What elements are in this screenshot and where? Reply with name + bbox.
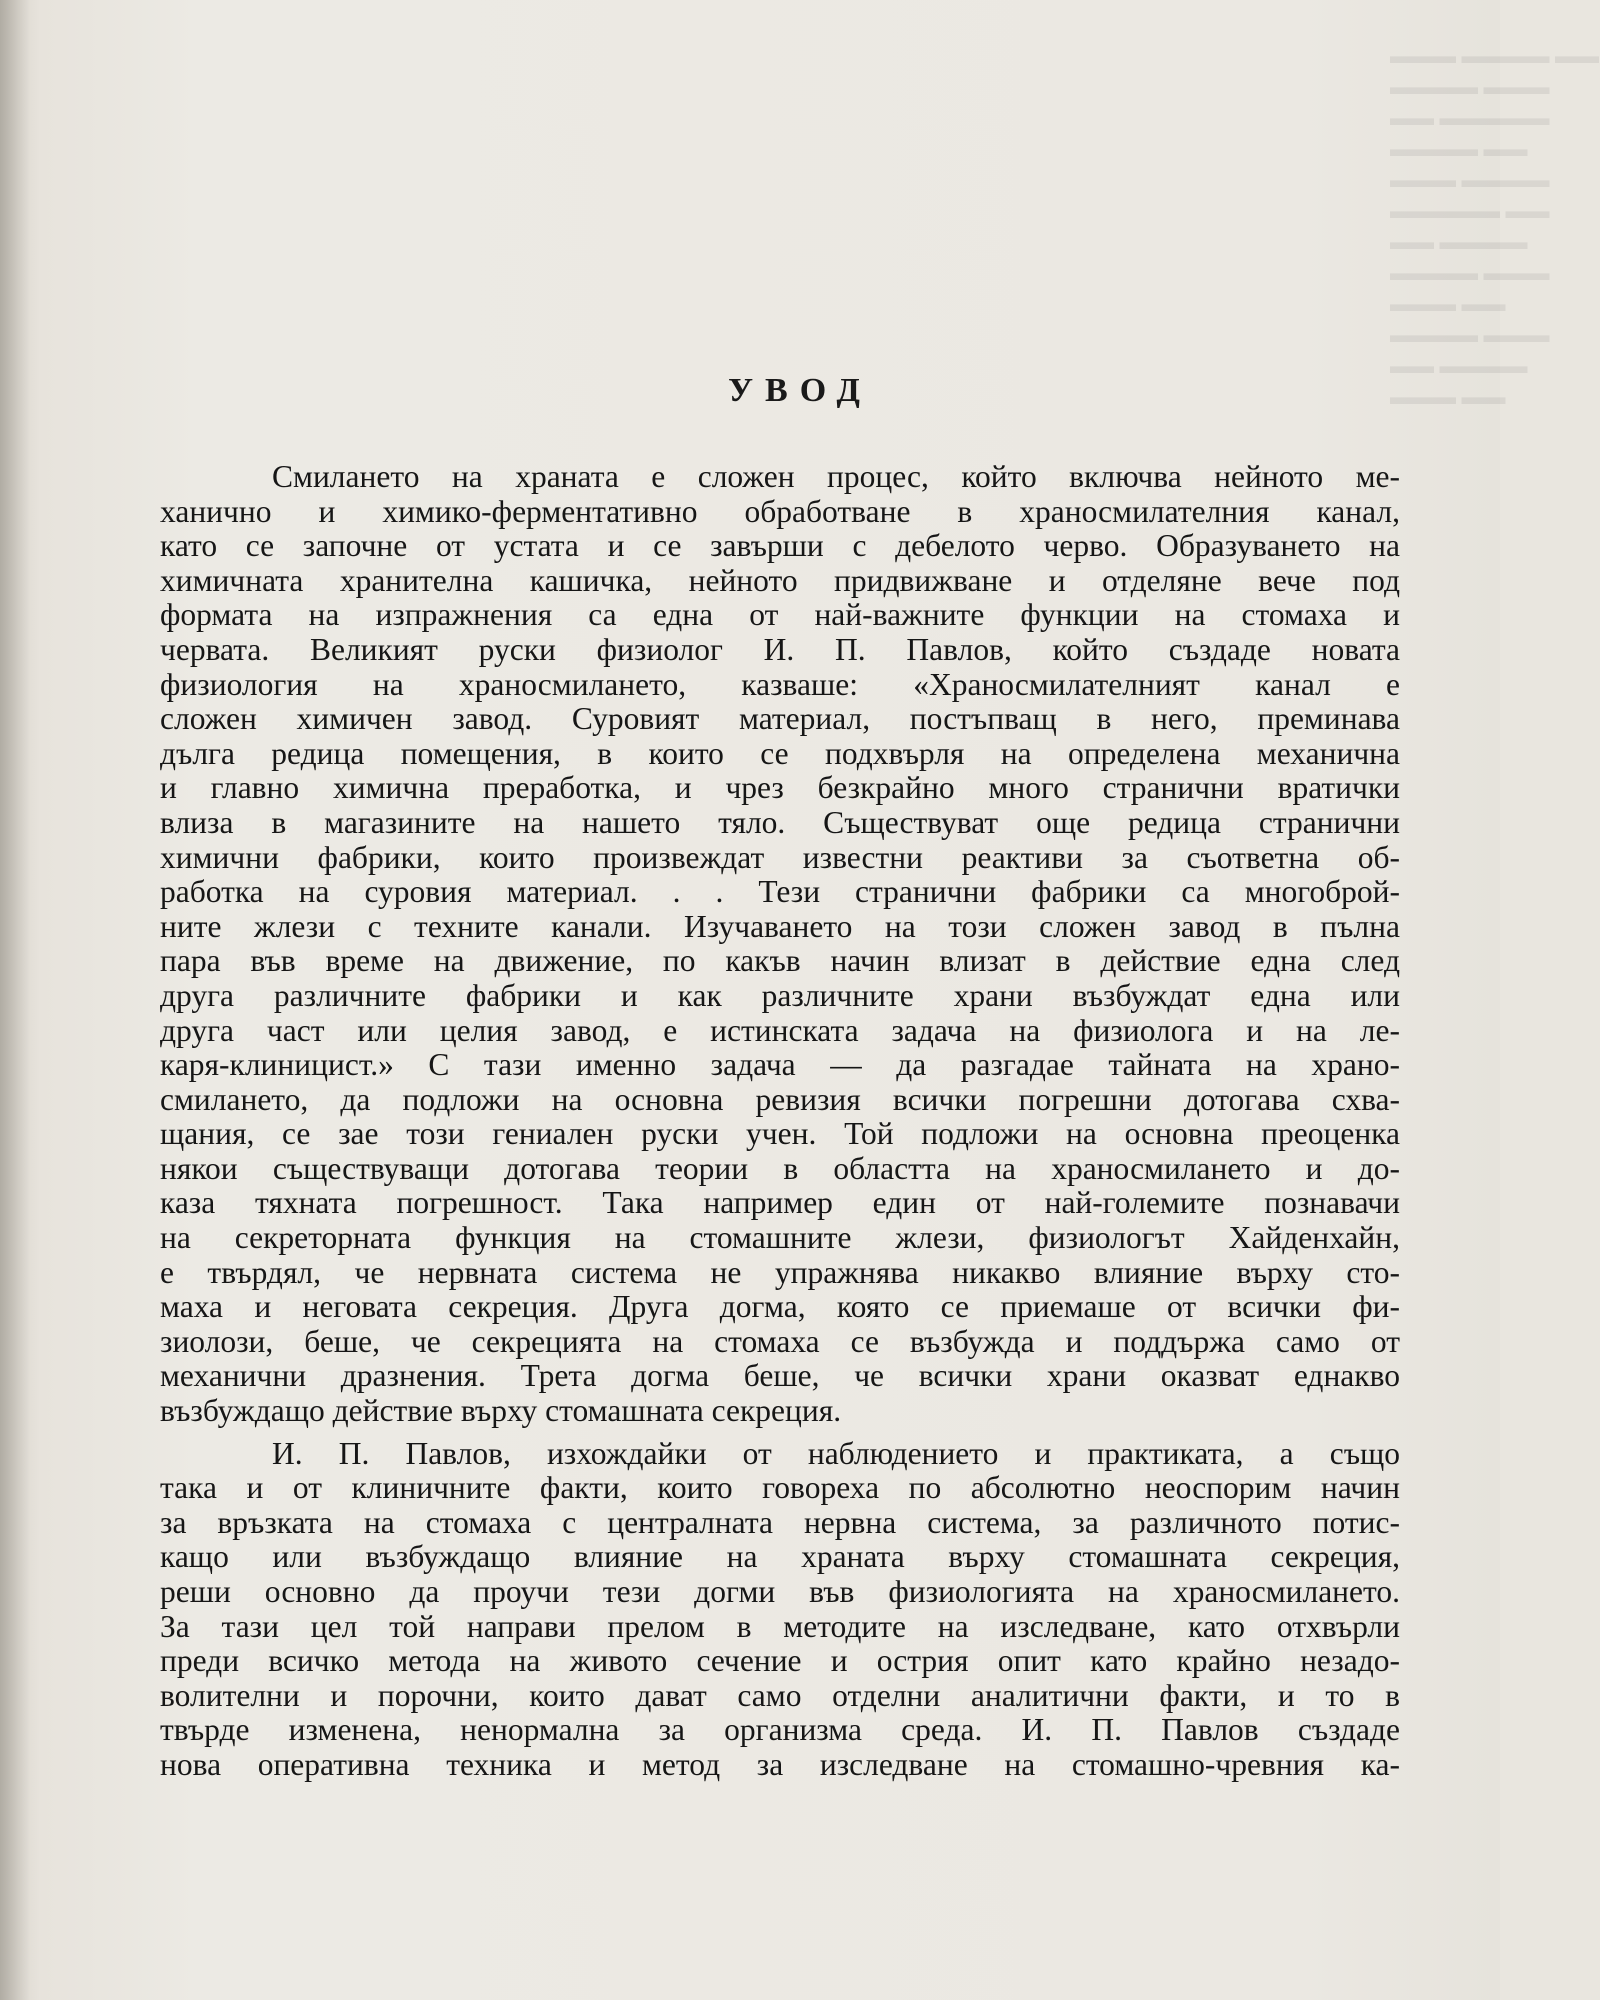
text-line: нова оперативна техника и метод за изследване на стомашно-чревния ка-	[160, 1746, 1400, 1782]
text-line: И. П. Павлов, изхождайки от наблюдението и практиката, а също	[272, 1435, 1400, 1471]
text-line: маха и неговата секреция. Друга догма, която се приемаше от всички фи-	[160, 1289, 1400, 1325]
text-line: червата. Великият руски физиолог И. П. Павлов, който създаде новата	[160, 631, 1400, 667]
text-line: възбуждащо действие върху стомашната секреция.	[160, 1393, 842, 1429]
text-line: каря-клиницист.» С тази именно задача — да разгадае тайната на храно-	[160, 1047, 1400, 1083]
text-line: химичната хранителна кашичка, нейното придвижване и отделяне вече под	[160, 562, 1400, 598]
page-gutter-shadow	[0, 0, 30, 2000]
chapter-heading: УВОД	[728, 372, 872, 409]
text-line: влиза в магазините на нашето тяло. Съществуват още редица странични	[160, 804, 1400, 840]
text-line: и главно химична преработка, и чрез безкрайно много странични вратички	[160, 770, 1400, 806]
body-text	[160, 460, 1400, 1783]
paragraph-2	[160, 1437, 1400, 1783]
text-line: За тази цел той направи прелом в методите на изследване, като отхвърли	[160, 1608, 1400, 1644]
show-through-from-reverse-page: ▬▬▬ ▬▬▬▬ ▬▬ ▬▬▬▬ ▬▬▬ ▬▬ ▬▬▬▬▬ ▬▬▬▬ ▬▬ ▬▬▬ ▬▬▬▬ ▬▬▬▬▬ ▬▬ ▬▬ ▬▬▬▬ ▬▬▬▬ ▬▬▬ ▬▬▬ ▬▬ ▬▬▬▬ ▬▬▬ ▬▬ ▬▬▬▬ ▬▬▬ ▬▬	[1390, 43, 1599, 409]
text-line: ните жлези с техните канали. Изучаването на този сложен завод в пълна	[160, 908, 1400, 944]
text-line: ханично и химико-ферментативно обработване в храносмилателния канал,	[160, 493, 1400, 529]
text-line: някои съществуващи дотогава теории в областта на храносмилането и до-	[160, 1150, 1400, 1186]
text-line: пара във време на движение, по какъв начин влизат в действие една след	[160, 943, 1400, 979]
text-line: дълга редица помещения, в които се подхвърля на определена механична	[160, 735, 1400, 771]
text-line: кащо или възбуждащо влияние на храната върху стомашната секреция,	[160, 1539, 1400, 1575]
text-line: каза тяхната погрешност. Така например един от най-големите познавачи	[160, 1185, 1400, 1221]
text-line: като се започне от устата и се завърши с дебелото черво. Образуването на	[160, 528, 1400, 564]
text-line: така и от клиничните факти, които говореха по абсолютно неоспорим начин	[160, 1470, 1400, 1506]
text-line: зиолози, беше, че секрецията на стомаха се възбужда и поддържа само от	[160, 1323, 1400, 1359]
text-line: друга различните фабрики и как различните храни възбуждат една или	[160, 977, 1400, 1013]
text-line: друга част или целия завод, е истинската задача на физиолога и на ле-	[160, 1012, 1400, 1048]
text-line: е твърдял, че нервната система не упражнява никакво влияние върху сто-	[160, 1254, 1400, 1290]
text-line: твърде изменена, ненормална за организма среда. И. П. Павлов създаде	[160, 1712, 1400, 1748]
text-line: работка на суровия материал. . . Тези странични фабрики са многоброй-	[160, 874, 1400, 910]
text-line: смилането, да подложи на основна ревизия всички погрешни дотогава схва-	[160, 1081, 1400, 1117]
text-line: преди всичко метода на живото сечение и острия опит като крайно незадо-	[160, 1643, 1400, 1679]
text-line: сложен химичен завод. Суровият материал, постъпващ в него, преминава	[160, 701, 1400, 737]
paragraph-1	[160, 460, 1400, 1429]
text-line: за връзката на стомаха с централната нервна система, за различното потис-	[160, 1504, 1400, 1540]
text-line: на секреторната функция на стомашните жлези, физиологът Хайденхайн,	[160, 1220, 1400, 1256]
text-line: механични дразнения. Трета догма беше, че всички храни оказват еднакво	[160, 1358, 1400, 1394]
text-line: физиология на храносмилането, казваше: «Храносмилателният канал е	[160, 666, 1400, 702]
text-line: щания, се зае този гениален руски учен. Той подложи на основна преоценка	[160, 1116, 1400, 1152]
text-line: Смилането на храната е сложен процес, който включва нейното ме-	[272, 459, 1400, 494]
text-line: волителни и порочни, които дават само отделни аналитични факти, и то в	[160, 1677, 1400, 1713]
text-line: химични фабрики, които произвеждат известни реактиви за съответна об-	[160, 839, 1400, 875]
text-line: формата на изпражнения са една от най-важните функции на стомаха и	[160, 597, 1400, 633]
text-line: реши основно да проучи тези догми във физиологията на храносмилането.	[160, 1574, 1400, 1609]
